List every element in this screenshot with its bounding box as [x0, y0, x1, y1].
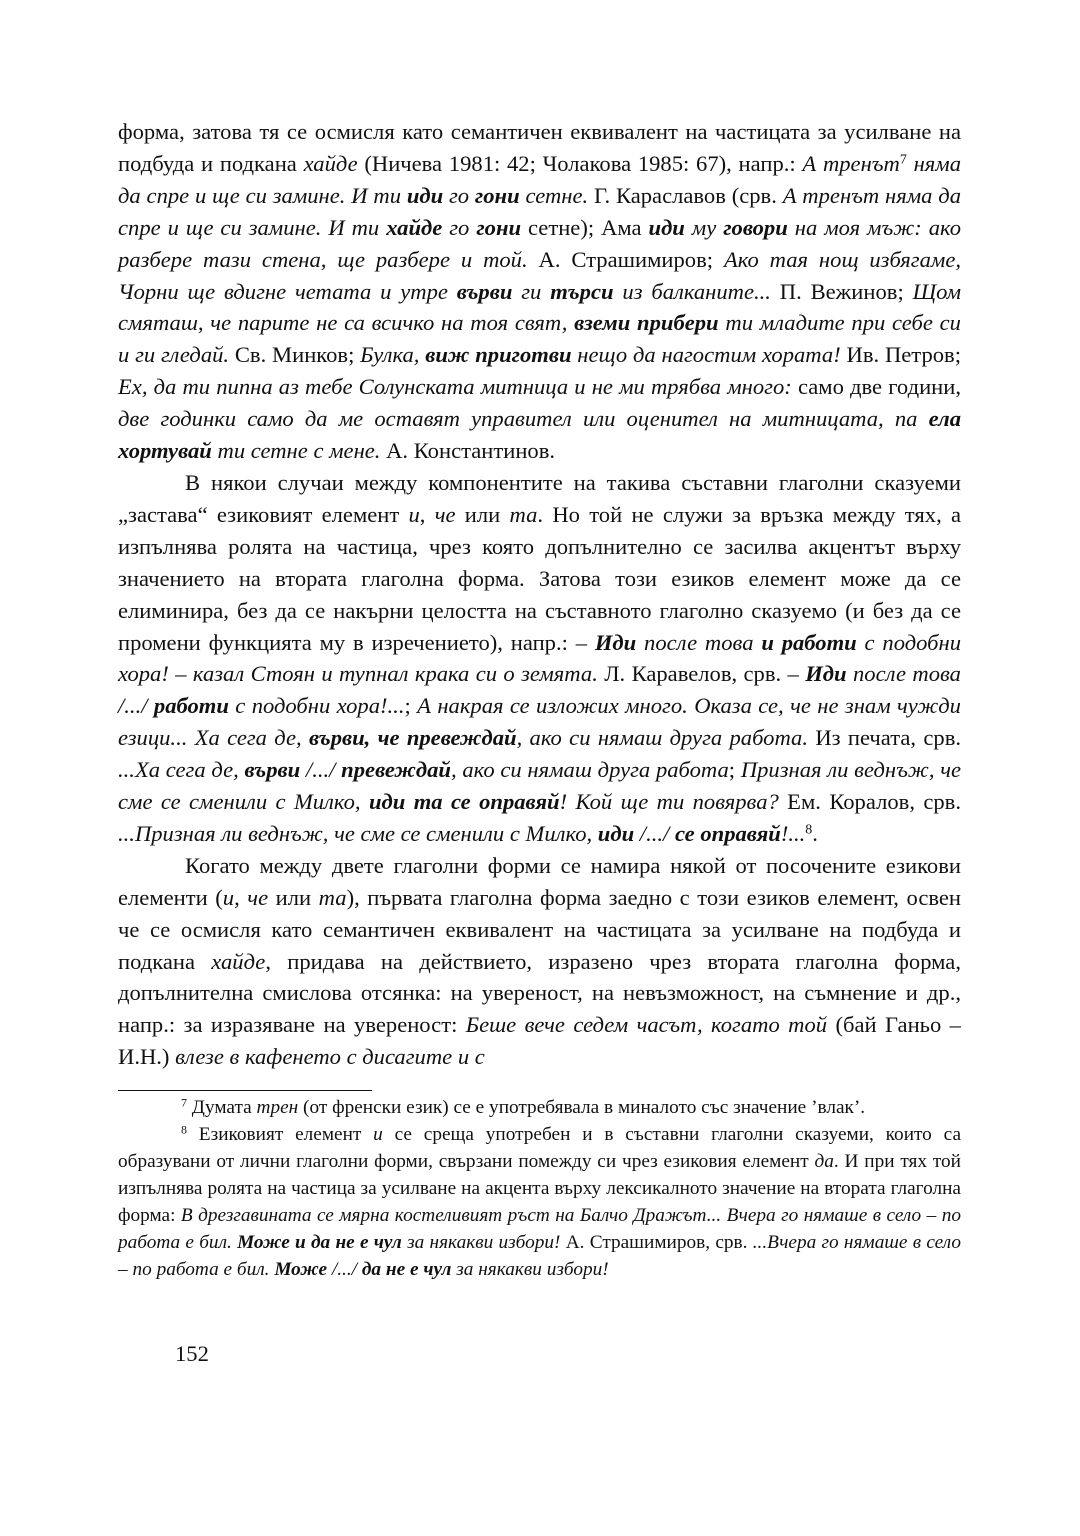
- bold-italic-run: да не е чул: [361, 1259, 452, 1281]
- text-run: (бай Ганьо – И.Н.): [118, 1012, 961, 1070]
- bold-italic-run: гони: [476, 214, 522, 240]
- bold-italic-run: върви: [244, 757, 301, 783]
- paragraph-2: [118, 467, 961, 850]
- italic-run: после това: [636, 629, 762, 655]
- italic-run: , ако си нямаш друга работа.: [516, 725, 808, 751]
- text-run: ,: [419, 501, 435, 527]
- italic-run: го: [442, 214, 477, 240]
- text-run: Ив. Петров;: [840, 342, 961, 368]
- italic-run: с подобни хора!...: [228, 693, 405, 719]
- text-run: , придава на действието, изразено чрез втората глаголна форма, допълнителна смислова отсянка: на увереност, на невъзможност, на съмнение и др., напр.: за изразяване на увереност:: [118, 948, 961, 1038]
- paragraph-3: [118, 850, 961, 1073]
- text-run: (Ничева 1981: 42; Чолакова 1985: 67), напр.:: [357, 150, 803, 176]
- footnote-8: [118, 1121, 961, 1283]
- italic-run: после това /.../: [118, 661, 961, 719]
- italic-run: трен: [256, 1097, 299, 1119]
- bold-italic-run: иди: [406, 182, 444, 208]
- italic-run: ...Вчера го нямаше в село – по работа е бил.: [118, 1232, 962, 1281]
- text-run: Из печата, срв.: [808, 725, 962, 751]
- bold-italic-run: ела хортувай: [118, 406, 961, 464]
- italic-run: сетне.: [519, 182, 589, 208]
- italic-run: на моя мъж: ако разбере тази стена, ще разбере и той.: [118, 214, 961, 272]
- text-run: или: [268, 884, 319, 910]
- italic-run: Щом смяташ, че парите не са всичко на тоя свят,: [118, 278, 961, 336]
- text-run: А. Константинов.: [380, 438, 556, 464]
- bold-italic-run: иди: [648, 214, 685, 240]
- text-run: Езиковият елемент: [186, 1124, 374, 1146]
- italic-run: му: [684, 214, 724, 240]
- text-run: сетне); Ама: [521, 214, 649, 240]
- italic-run: , ако си нямаш друга работа: [450, 757, 729, 783]
- italic-run: че: [247, 884, 269, 910]
- text-run: А. Страшимиров, срв.: [560, 1232, 753, 1254]
- text-run: Когато между двете глаголни форми се намира някой от посочените езикови елементи (: [118, 852, 961, 910]
- page-number: 152: [175, 1341, 209, 1366]
- footnote-marker: 8: [805, 822, 813, 838]
- bold-italic-run: и работи: [761, 629, 857, 655]
- footnote-marker: 7: [899, 152, 907, 168]
- bold-italic-run: върви: [456, 278, 513, 304]
- italic-run: и: [222, 884, 235, 910]
- text-run: ;: [404, 693, 418, 719]
- text-run: ;: [728, 757, 741, 783]
- italic-run: А тренът няма да спре и ще си замине. И ти: [118, 182, 961, 240]
- italic-run: че: [434, 501, 456, 527]
- italic-run: да: [814, 1151, 834, 1173]
- italic-run: хайде: [211, 948, 266, 974]
- bold-italic-run: хайде: [386, 214, 443, 240]
- text-run: . И при тях той изпълнява ролята на частица за усилване на акцента върху лексикалното значение на втората глаголна форма:: [118, 1151, 961, 1227]
- bold-italic-run: иди: [597, 820, 635, 846]
- footnote-marker: 7: [181, 1095, 187, 1110]
- text-run: .: [812, 820, 818, 846]
- italic-run: А накрая се изложих много. Оказа се, че не знам чужди езици... Ха сега де,: [118, 693, 961, 751]
- bold-italic-run: Иди: [805, 661, 847, 687]
- italic-run: с подобни хора! – казал Стоян и тупнал крака си о земята.: [118, 629, 962, 687]
- italic-run: и: [408, 501, 420, 527]
- italic-run: Ех, да ти пипна аз тебе Солунската митница и не ми трябва много:: [118, 374, 792, 400]
- bold-italic-run: Иди: [594, 629, 637, 655]
- italic-run: Ако тая нощ избягаме, Чорни ще вдигне четата и утре: [118, 246, 962, 304]
- italic-run: го: [443, 182, 475, 208]
- text-run: Св. Минков;: [229, 342, 361, 368]
- text-run: се среща употребен и в съставни глаголни сказуеми, които са образувани от лични глаголни форми, свързани помежду си чрез езиковия елемент: [118, 1124, 961, 1173]
- bold-italic-run: работи: [153, 693, 229, 719]
- text-run: ,: [234, 884, 248, 910]
- bold-italic-run: Може и да не е чул: [237, 1232, 402, 1254]
- footnote-7: [118, 1094, 961, 1121]
- italic-run: /.../: [634, 820, 675, 846]
- italic-run: две годинки само да ме оставят управител или оценител на митницата, па: [118, 406, 929, 432]
- italic-run: /.../: [327, 1259, 362, 1281]
- text-run: ), първата глаголна форма заедно с този езиков елемент, освен че се осмисля като семантичен еквивалент на частицата за усилване на подбуда и подкана: [118, 884, 962, 974]
- italic-run: та: [318, 884, 347, 910]
- text-run: Л. Каравелов, срв. –: [597, 661, 806, 687]
- bold-italic-run: превеждай: [341, 757, 451, 783]
- text-run: (от френски език) се е употребявала в миналото със значение ’влак’.: [298, 1097, 866, 1119]
- italic-run: !...: [780, 820, 806, 846]
- text-run: Ем. Коралов, срв.: [778, 789, 962, 815]
- italic-run: ти сетне с мене.: [211, 438, 381, 464]
- italic-run: ги: [512, 278, 551, 304]
- text-run: В някои случаи между компонентите на такива съставни глаголни сказуеми „застава“ езиковият елемент: [118, 469, 961, 527]
- italic-run: /.../: [300, 757, 342, 783]
- italic-run: та: [509, 501, 538, 527]
- italic-run: Беше вече седем часът, когато той: [465, 1012, 828, 1038]
- footnote-separator: [118, 1090, 372, 1091]
- italic-run: влезе в кафенето с дисагите и с: [175, 1044, 485, 1070]
- italic-run: В дрезгавината се мярна костеливият ръст на Балчо Дражът... Вчера го нямаше в село – по работа е бил.: [118, 1205, 961, 1254]
- bold-italic-run: говори: [723, 214, 788, 240]
- text-run: . Но той не служи за връзка между тях, а изпълнява ролята на частица, чрез която допълнително се засилва акцентът върху значението на втората глаголна форма. Затова този езиков елемент може да се елиминира, без да се накърни целостта на съставното глаголно сказуемо (и без да се промени функцията му в изречението), напр.: –: [118, 501, 962, 655]
- bold-italic-run: гони: [474, 182, 520, 208]
- footnotes: [118, 1094, 961, 1283]
- text-run: само две години,: [791, 374, 961, 400]
- text-run: или: [455, 501, 510, 527]
- paragraph-1: [118, 116, 961, 467]
- italic-run: няма да спре и ще си замине. И ти: [118, 150, 962, 208]
- italic-run: ! Кой ще ти повярва?: [559, 789, 779, 815]
- italic-run: нещо да нагостим хората!: [571, 342, 841, 368]
- italic-run: Булка,: [360, 342, 426, 368]
- italic-run: Призная ли веднъж, че сме се сменили с Милко,: [118, 757, 962, 815]
- text-run: П. Вежинов;: [770, 278, 913, 304]
- bold-italic-run: вземи прибери: [574, 310, 719, 336]
- bold-italic-run: иди та се оправяй: [368, 789, 560, 815]
- bold-italic-run: виж приготви: [425, 342, 572, 368]
- bold-italic-run: търси: [550, 278, 614, 304]
- body-text: [118, 116, 961, 1073]
- italic-run: ти младите при себе си и ги гледай.: [118, 310, 961, 368]
- document-page: [118, 116, 961, 1283]
- text-run: форма, затова тя се осмисля като семантичен еквивалент на частицата за усилване на подбуда и подкана: [118, 119, 961, 176]
- italic-run: А тренът: [802, 150, 900, 176]
- italic-run: хайде: [303, 150, 358, 176]
- text-run: Думата: [186, 1097, 257, 1119]
- italic-run: ...Призная ли веднъж, че сме се сменили с Милко,: [118, 820, 598, 846]
- text-run: А. Страшимиров;: [527, 246, 724, 272]
- italic-run: за някакви избори!: [401, 1232, 561, 1254]
- text-run: Г. Караславов (срв.: [588, 182, 783, 208]
- bold-italic-run: се оправяй: [674, 820, 781, 846]
- footnote-marker: 8: [181, 1122, 187, 1137]
- italic-run: из балканите...: [613, 278, 771, 304]
- italic-run: за някакви избори!: [451, 1259, 609, 1281]
- italic-run: и: [373, 1124, 383, 1146]
- bold-italic-run: върви, че превеждай: [309, 725, 517, 751]
- italic-run: ...Ха сега де,: [118, 757, 245, 783]
- bold-italic-run: Може: [274, 1259, 328, 1281]
